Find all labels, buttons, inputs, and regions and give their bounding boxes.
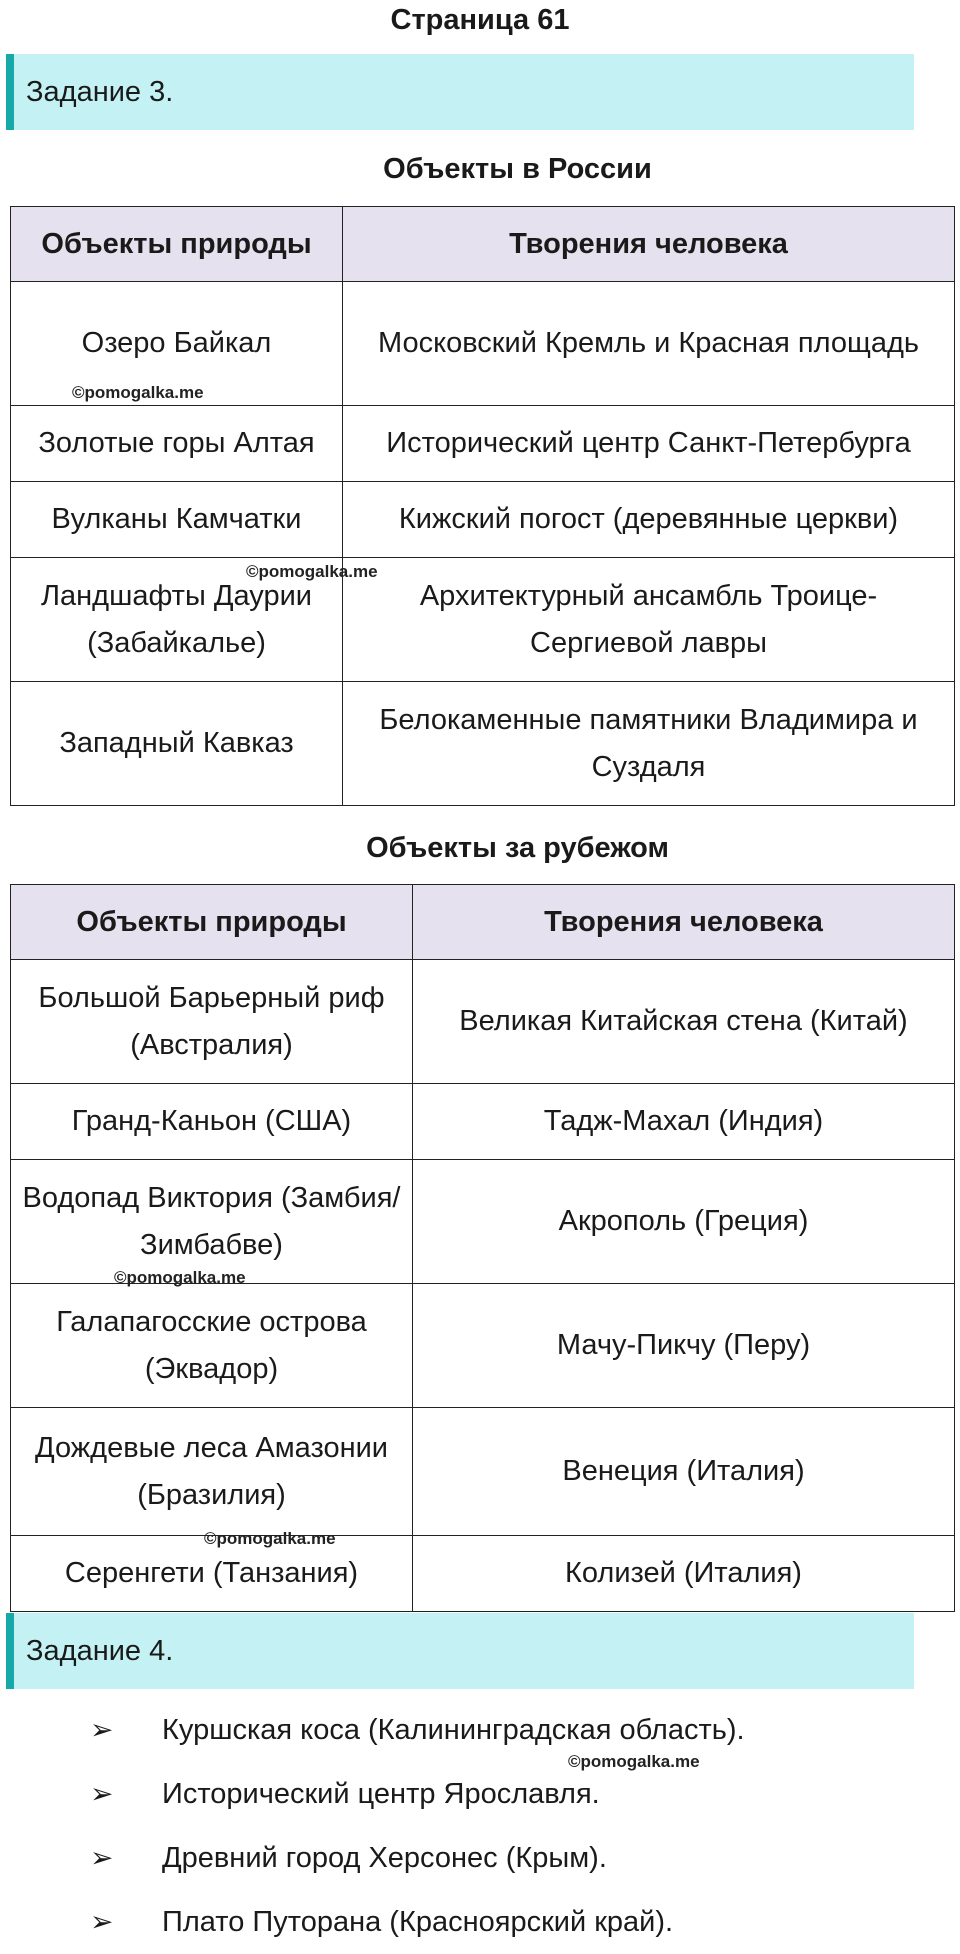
watermark: ©pomogalka.me [114, 1268, 246, 1287]
task-4-header [6, 1613, 914, 1689]
table-row [11, 1084, 955, 1160]
human-cell: Великая Китайская стена (Китай) [413, 960, 955, 1084]
table-row [11, 558, 955, 682]
nature-cell: Озеро Байкал [11, 282, 343, 406]
arrow-bullet-icon: ➢ [90, 1778, 114, 1809]
column-header-human: Творения человека [343, 207, 955, 282]
watermark: ©pomogalka.me [568, 1752, 700, 1771]
nature-cell: Ландшафты Даурии (Забайкалье) [11, 558, 343, 682]
page-title: Страница 61 [390, 4, 570, 36]
list-item-text: Древний город Херсонес (Крым). [162, 1842, 607, 1874]
human-cell: Исторический центр Санкт-Петербурга [343, 406, 955, 482]
table-row [11, 1160, 955, 1284]
list-item-text: Исторический центр Ярославля. [162, 1778, 600, 1810]
list-item-text: Куршская коса (Калининградская область). [162, 1714, 745, 1746]
nature-cell: Водопад Виктория (Замбия/Зимбабве) [11, 1160, 413, 1284]
table-row [11, 960, 955, 1084]
nature-cell: Вулканы Камчатки [11, 482, 343, 558]
table-row [11, 406, 955, 482]
arrow-bullet-icon: ➢ [90, 1842, 114, 1873]
column-header-human: Творения человека [413, 885, 955, 960]
list-item-text: Плато Путорана (Красноярский край). [162, 1906, 674, 1938]
human-cell: Венеция (Италия) [413, 1408, 955, 1536]
column-header-nature: Объекты природы [11, 207, 343, 282]
watermark: ©pomogalka.me [72, 383, 204, 402]
human-cell: Мачу-Пикчу (Перу) [413, 1284, 955, 1408]
table-row [11, 1536, 955, 1612]
list-item [0, 1698, 960, 1762]
russia-table [10, 206, 955, 806]
human-cell: Колизей (Италия) [413, 1536, 955, 1612]
human-cell: Тадж-Махал (Индия) [413, 1084, 955, 1160]
list-item [0, 1890, 960, 1954]
task-3-header [6, 54, 914, 130]
russia-section-title: Объекты в России [383, 153, 652, 185]
table-row [11, 1408, 955, 1536]
watermark: ©pomogalka.me [204, 1529, 336, 1548]
table-row [11, 682, 955, 806]
human-cell: Белокаменные памятники Владимира и Суздаля [343, 682, 955, 806]
task-4-label: Задание 4. [26, 1634, 174, 1667]
nature-cell: Западный Кавказ [11, 682, 343, 806]
human-cell: Архитектурный ансамбль Троице-Сергиевой лавры [343, 558, 955, 682]
list-item [0, 1826, 960, 1890]
abroad-section-title: Объекты за рубежом [366, 832, 669, 864]
watermark: ©pomogalka.me [246, 562, 378, 581]
table-row [11, 482, 955, 558]
column-header-nature: Объекты природы [11, 885, 413, 960]
table-header-row [11, 885, 955, 960]
nature-cell: Галапагосские острова (Эквадор) [11, 1284, 413, 1408]
human-cell: Московский Кремль и Красная площадь [343, 282, 955, 406]
table-row [11, 1284, 955, 1408]
nature-cell: Золотые горы Алтая [11, 406, 343, 482]
arrow-bullet-icon: ➢ [90, 1906, 114, 1937]
task-3-label: Задание 3. [26, 75, 174, 108]
nature-cell: Большой Барьерный риф (Австралия) [11, 960, 413, 1084]
nature-cell: Дождевые леса Амазонии (Бразилия) [11, 1408, 413, 1536]
task-4-list [0, 1698, 960, 1954]
nature-cell: Гранд-Каньон (США) [11, 1084, 413, 1160]
nature-cell: Серенгети (Танзания) [11, 1536, 413, 1612]
abroad-table [10, 884, 955, 1612]
human-cell: Кижский погост (деревянные церкви) [343, 482, 955, 558]
list-item [0, 1762, 960, 1826]
human-cell: Акрополь (Греция) [413, 1160, 955, 1284]
table-header-row [11, 207, 955, 282]
arrow-bullet-icon: ➢ [90, 1714, 114, 1745]
